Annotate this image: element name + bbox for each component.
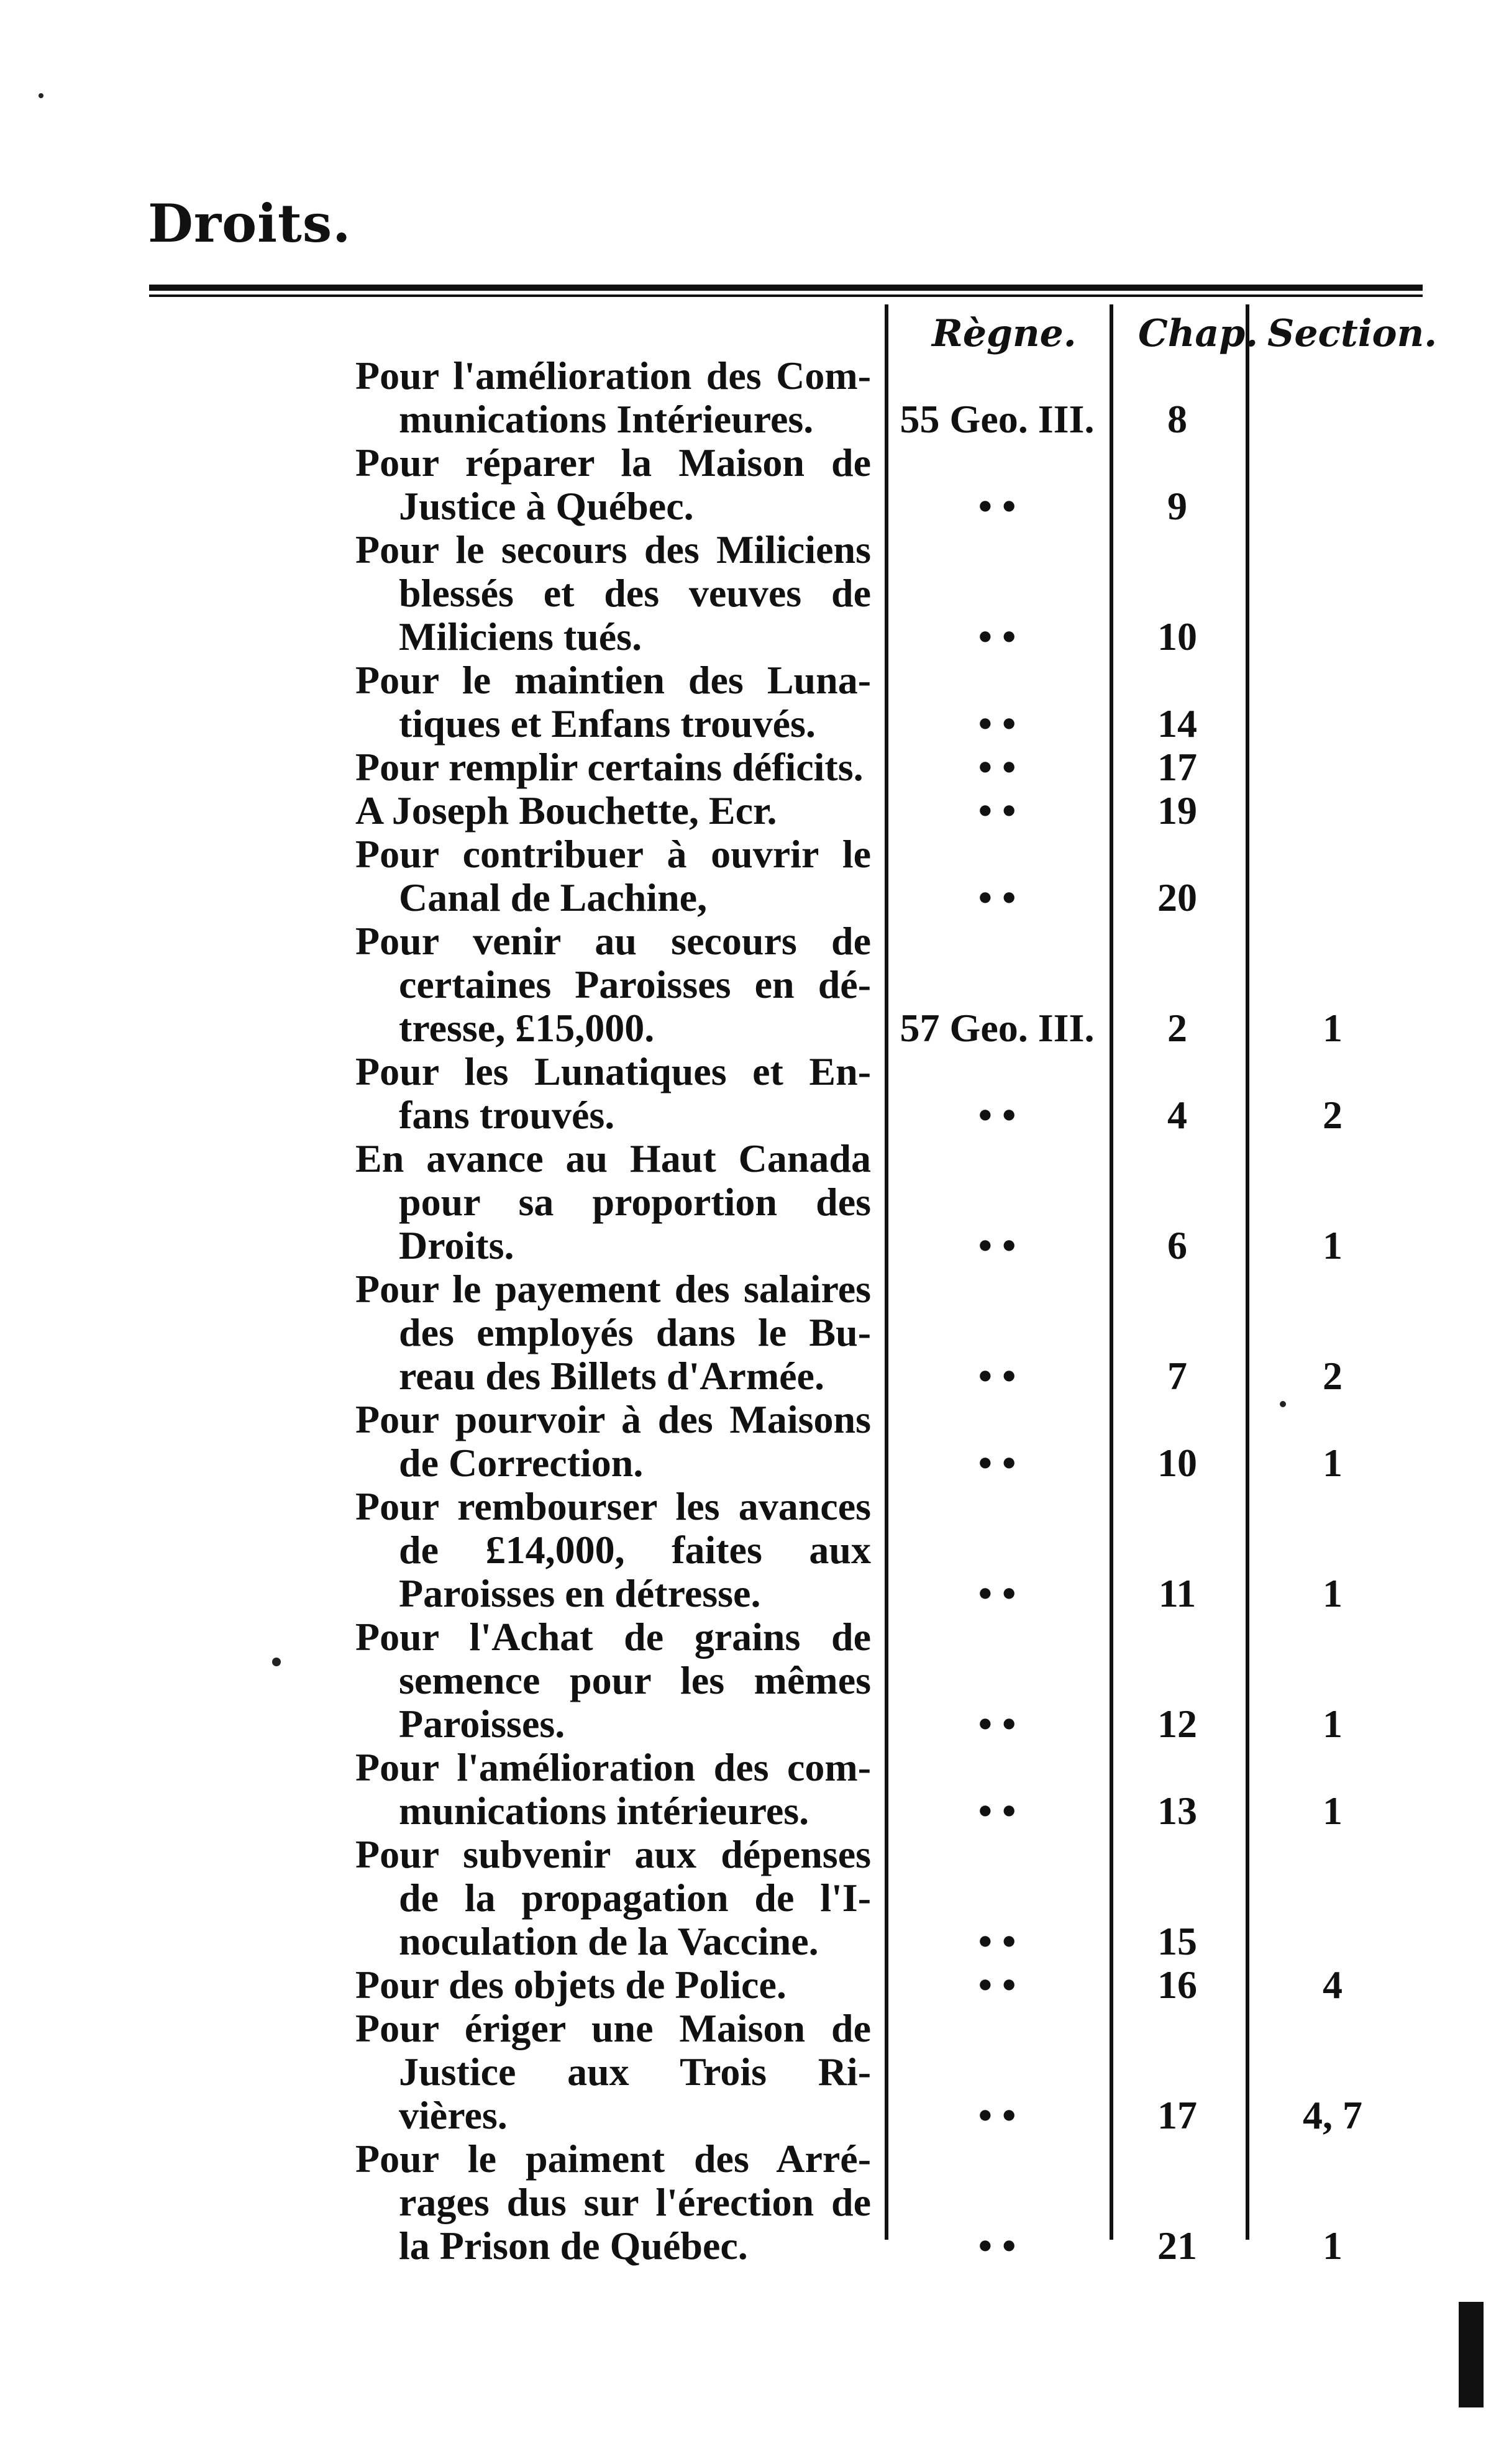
entry-line: Paroisses. bbox=[399, 1702, 565, 1746]
entry-chapter: 6 bbox=[1167, 1223, 1187, 1267]
entry-section: 1 bbox=[1323, 2224, 1343, 2268]
entry-line: Pour contribuer à ouvrir le bbox=[355, 832, 871, 876]
entry-line: En avance au Haut Canada bbox=[355, 1136, 871, 1180]
entry-line: Droits. bbox=[399, 1223, 514, 1267]
entry-chapter: 19 bbox=[1157, 788, 1197, 833]
entry-line: reau des Billets d'Armée. bbox=[399, 1354, 824, 1398]
entry-line: Pour subvenir aux dépenses bbox=[355, 1832, 871, 1876]
entry-chapter: 10 bbox=[1157, 1441, 1197, 1485]
entry-line: blessés et des veuves de bbox=[399, 571, 871, 615]
entry-line: noculation de la Vaccine. bbox=[399, 1919, 819, 1963]
entry-chapter: 2 bbox=[1167, 1006, 1187, 1050]
entry-text bbox=[355, 1963, 787, 2007]
entry-regne: • • bbox=[978, 1354, 1016, 1398]
entry-chapter: 9 bbox=[1167, 484, 1187, 528]
entry-regne: • • bbox=[978, 788, 1016, 833]
entry-section: 4, 7 bbox=[1303, 2093, 1362, 2137]
entry-line: munications intérieures. bbox=[399, 1789, 809, 1833]
entry-chapter: 20 bbox=[1157, 875, 1197, 919]
entry-section: 2 bbox=[1323, 1354, 1343, 1398]
entry-line: la Prison de Québec. bbox=[399, 2224, 748, 2268]
header-rule-thin bbox=[149, 294, 1423, 297]
entry-text bbox=[355, 2137, 871, 2268]
entry-text bbox=[355, 1615, 871, 1746]
entry-text bbox=[355, 919, 871, 1050]
entry-line: Pour venir au secours de bbox=[355, 919, 871, 963]
entry-line: Canal de Lachine, bbox=[399, 875, 708, 919]
entry-chapter: 12 bbox=[1157, 1702, 1197, 1746]
entry-regne: • • bbox=[978, 745, 1016, 789]
entry-section: 1 bbox=[1323, 1702, 1343, 1746]
entry-text bbox=[355, 746, 864, 789]
entry-line: Pour les Lunatiques et En- bbox=[355, 1049, 871, 1093]
entry-line: fans trouvés. bbox=[399, 1093, 615, 1137]
entry-line: Pour rembourser les avances bbox=[355, 1484, 871, 1528]
entry-section: 1 bbox=[1323, 1006, 1343, 1050]
entry-regne: 55 Geo. III. bbox=[900, 397, 1095, 441]
entry-regne: • • bbox=[978, 1963, 1016, 2007]
entry-text bbox=[355, 789, 777, 833]
entry-chapter: 7 bbox=[1167, 1354, 1187, 1398]
column-header-section: Section. bbox=[1267, 312, 1438, 355]
entry-regne: • • bbox=[978, 701, 1016, 746]
speck bbox=[272, 1658, 281, 1666]
entry-text bbox=[355, 1050, 871, 1137]
page-title: Droits. bbox=[148, 193, 352, 254]
entry-line: Pour le maintien des Luna- bbox=[355, 658, 871, 702]
entry-line: Pour le paiment des Arré- bbox=[355, 2137, 871, 2181]
entry-section: 1 bbox=[1323, 1571, 1343, 1615]
entry-regne: • • bbox=[978, 1093, 1016, 1137]
column-divider-3 bbox=[1246, 304, 1249, 2240]
header-rule bbox=[149, 285, 1423, 291]
entry-line: Pour le secours des Miliciens bbox=[355, 527, 871, 572]
entry-line: A Joseph Bouchette, Ecr. bbox=[355, 788, 777, 833]
entry-line: semence pour les mêmes bbox=[399, 1658, 871, 1702]
entry-regne: • • bbox=[978, 1571, 1016, 1615]
entry-line: de Correction. bbox=[399, 1441, 644, 1485]
entry-line: munications Intérieures. bbox=[399, 397, 814, 441]
entry-text bbox=[355, 659, 871, 746]
entry-chapter: 13 bbox=[1157, 1789, 1197, 1833]
entry-line: pour sa proportion des bbox=[399, 1180, 871, 1224]
entry-text bbox=[355, 833, 871, 919]
entry-regne: • • bbox=[978, 1919, 1016, 1963]
entry-section: 1 bbox=[1323, 1223, 1343, 1267]
column-header-chap: Chap. bbox=[1138, 312, 1259, 355]
entry-text bbox=[355, 1485, 871, 1615]
entry-line: Pour le payement des salaires bbox=[355, 1267, 871, 1311]
entry-section: 4 bbox=[1323, 1963, 1343, 2007]
entry-line: rages dus sur l'érection de bbox=[399, 2180, 871, 2224]
entry-text bbox=[355, 1137, 871, 1267]
entry-chapter: 17 bbox=[1157, 2093, 1197, 2137]
entry-chapter: 11 bbox=[1158, 1571, 1197, 1615]
entry-section: 2 bbox=[1323, 1093, 1343, 1137]
entry-chapter: 8 bbox=[1167, 397, 1187, 441]
entry-line: Miliciens tués. bbox=[399, 614, 642, 659]
entry-chapter: 21 bbox=[1157, 2224, 1197, 2268]
entry-regne: • • bbox=[978, 875, 1016, 919]
entry-text bbox=[355, 1746, 871, 1833]
entry-line: Justice à Québec. bbox=[399, 484, 694, 528]
entry-line: vières. bbox=[399, 2093, 508, 2137]
entry-line: certaines Paroisses en dé- bbox=[399, 962, 871, 1006]
entry-regne: • • bbox=[978, 1702, 1016, 1746]
entry-line: Paroisses en détresse. bbox=[399, 1571, 761, 1615]
entry-text bbox=[355, 354, 871, 441]
entry-chapter: 16 bbox=[1157, 1963, 1197, 2007]
entry-chapter: 15 bbox=[1157, 1919, 1197, 1963]
entry-line: Pour remplir certains déficits. bbox=[355, 745, 864, 789]
column-header-regne: Règne. bbox=[932, 312, 1077, 355]
speck bbox=[1280, 1401, 1286, 1407]
edge-marker bbox=[1459, 2302, 1484, 2407]
entry-regne: • • bbox=[978, 2224, 1016, 2268]
entry-regne: • • bbox=[978, 2093, 1016, 2137]
entry-section: 1 bbox=[1323, 1441, 1343, 1485]
entry-line: Pour pourvoir à des Maisons bbox=[355, 1397, 871, 1441]
entry-text bbox=[355, 1398, 871, 1485]
entry-line: Pour ériger une Maison de bbox=[355, 2006, 871, 2050]
entry-chapter: 10 bbox=[1157, 614, 1197, 659]
entry-line: de £14,000, faites aux bbox=[399, 1528, 871, 1572]
entry-line: de la propagation de l'I- bbox=[399, 1876, 871, 1920]
entry-line: Pour réparer la Maison de bbox=[355, 440, 871, 485]
entry-line: Pour l'amélioration des com- bbox=[355, 1745, 871, 1789]
entry-chapter: 17 bbox=[1157, 745, 1197, 789]
entry-line: tiques et Enfans trouvés. bbox=[399, 701, 816, 746]
entry-text bbox=[355, 2007, 871, 2137]
entry-regne: • • bbox=[978, 1223, 1016, 1267]
entry-regne: • • bbox=[978, 1789, 1016, 1833]
entry-chapter: 4 bbox=[1167, 1093, 1187, 1137]
entry-line: Justice aux Trois Ri- bbox=[399, 2050, 871, 2094]
entry-line: Pour l'amélioration des Com- bbox=[355, 354, 871, 398]
entry-text bbox=[355, 1833, 871, 1963]
entry-line: des employés dans le Bu- bbox=[399, 1310, 871, 1354]
entry-text bbox=[355, 1267, 871, 1398]
entry-section: 1 bbox=[1323, 1789, 1343, 1833]
entry-text bbox=[355, 441, 871, 528]
entry-line: Pour l'Achat de grains de bbox=[355, 1615, 871, 1659]
entry-regne: • • bbox=[978, 614, 1016, 659]
speck bbox=[39, 93, 43, 98]
entry-regne: 57 Geo. III. bbox=[900, 1006, 1095, 1050]
entry-line: tresse, £15,000. bbox=[399, 1006, 655, 1050]
entry-text bbox=[355, 528, 871, 659]
entry-line: Pour des objets de Police. bbox=[355, 1963, 787, 2007]
entry-regne: • • bbox=[978, 1441, 1016, 1485]
entry-regne: • • bbox=[978, 484, 1016, 528]
entry-chapter: 14 bbox=[1157, 701, 1197, 746]
